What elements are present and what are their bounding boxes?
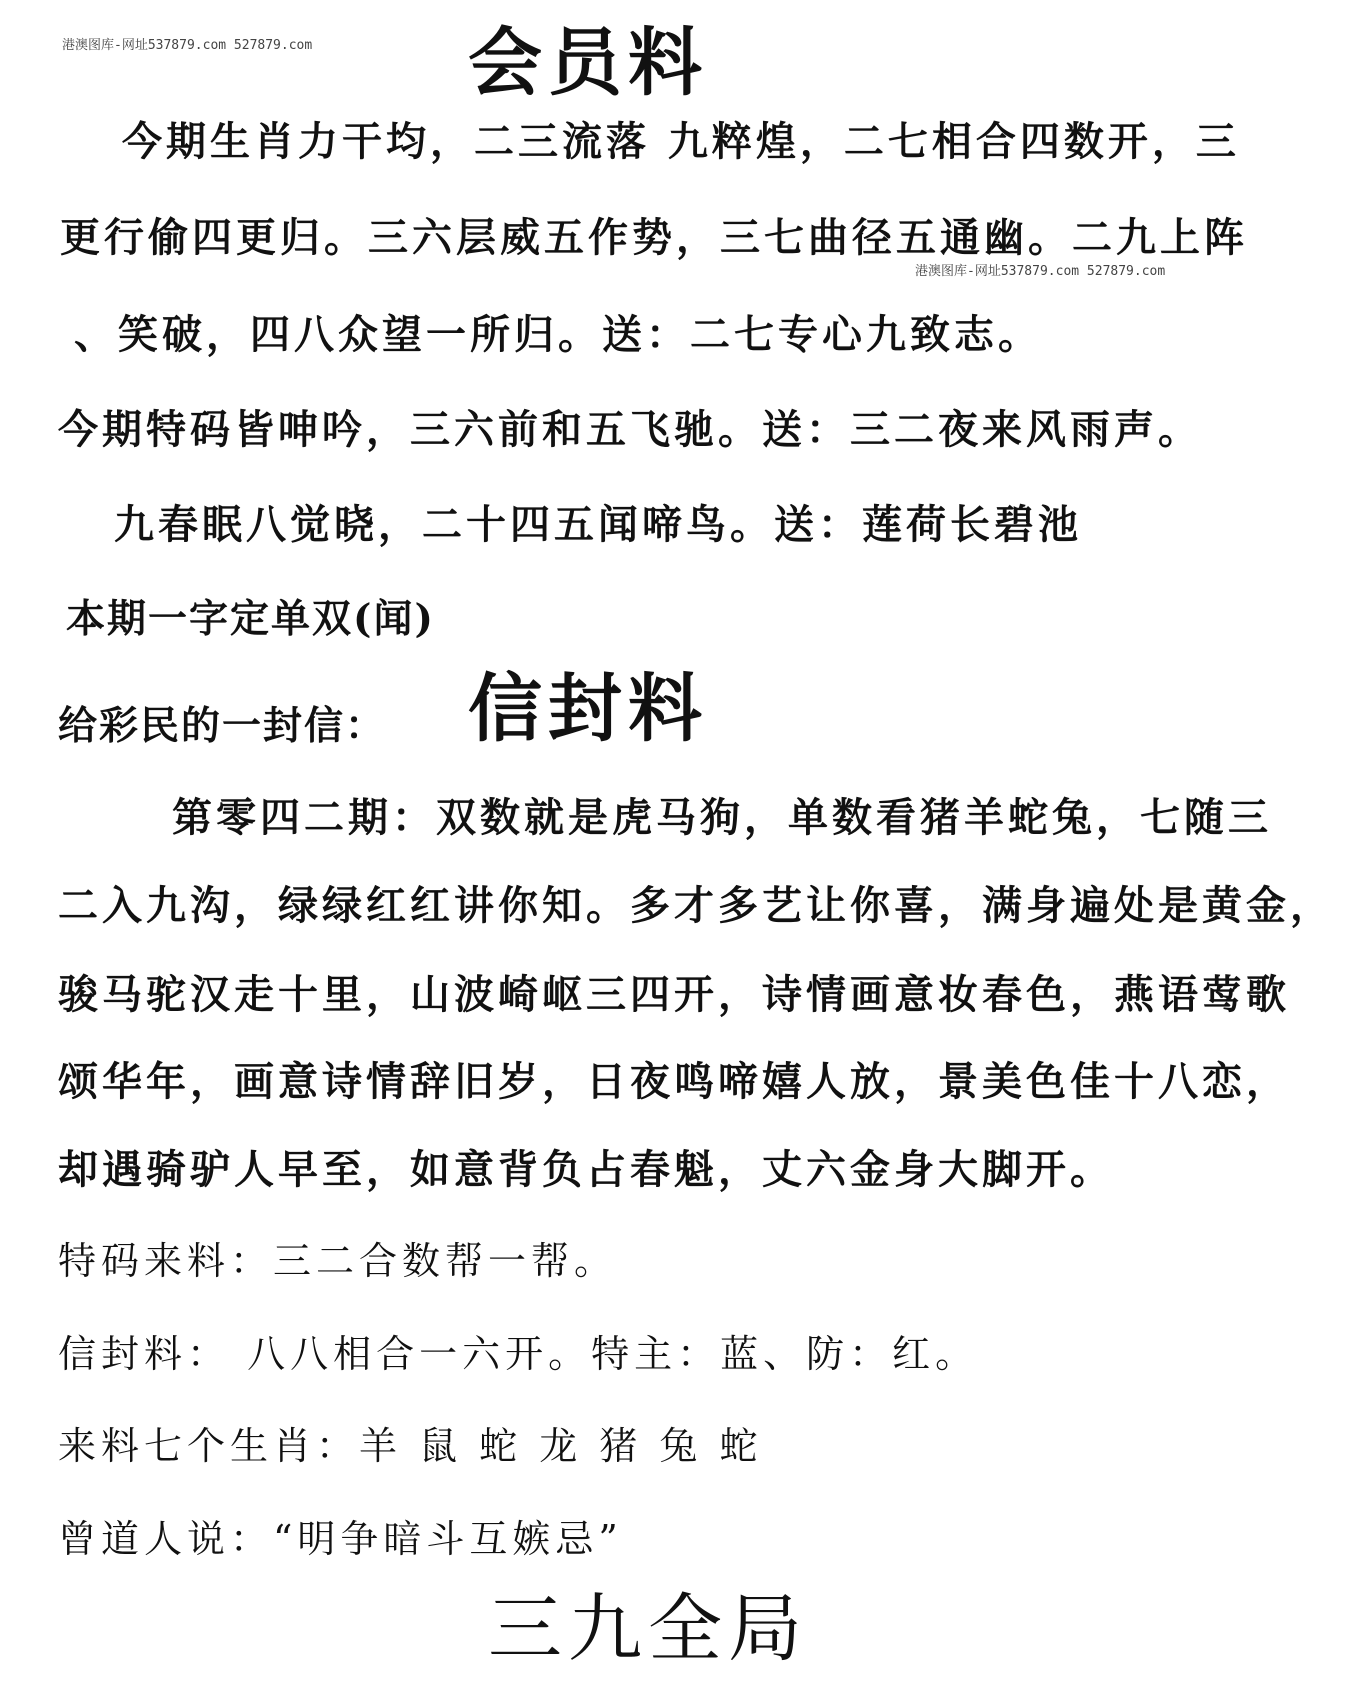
envelope-paragraph-line-3: 骏马驼汉走十里，山波崎岖三四开，诗情画意妆春色，燕语莺歌 (58, 971, 1290, 1018)
envelope-paragraph-line-1: 第零四二期：双数就是虎马狗，单数看猪羊蛇兔，七随三 (172, 794, 1272, 841)
member-line-3: 、笑破，四八众望一所归。送：二七专心九致志。 (74, 311, 1042, 358)
member-line-2: 更行偷四更归。三六层威五作势，三七曲径五通幽。二九上阵 (60, 214, 1248, 261)
member-section-title: 会员料 (468, 20, 708, 106)
watermark-top: 港澳图库-网址537879.com 527879.com (62, 38, 313, 53)
bottom-heading: 三九全局 (488, 1586, 808, 1672)
quote-line: 曾道人说：“明争暗斗互嫉忌” (58, 1517, 623, 1561)
watermark-middle: 港澳图库-网址537879.com 527879.com (915, 264, 1166, 279)
envelope-section-title: 信封料 (468, 666, 708, 752)
member-line-4: 今期特码皆呻吟，三六前和五飞驰。送：三二夜来风雨声。 (58, 406, 1202, 453)
envelope-note-line: 信封料： 八八相合一六开。特主：蓝、防：红。 (58, 1332, 979, 1376)
envelope-intro: 给彩民的一封信： (58, 703, 387, 749)
envelope-paragraph-line-2: 二入九沟，绿绿红红讲你知。多才多艺让你喜，满身遍处是黄金， (58, 882, 1334, 929)
special-code-line: 特码来料：三二合数帮一帮。 (58, 1239, 618, 1283)
envelope-paragraph-line-4: 颂华年，画意诗情辞旧岁，日夜鸣啼嬉人放，景美色佳十八恋， (58, 1058, 1290, 1105)
member-line-5: 九春眠八觉晓，二十四五闻啼鸟。送：莲荷长碧池 (114, 501, 1082, 548)
zodiac-list-line: 来料七个生肖：羊 鼠 蛇 龙 猪 兔 蛇 (58, 1424, 763, 1468)
envelope-paragraph-line-5: 却遇骑驴人早至，如意背负占春魁，丈六金身大脚开。 (58, 1146, 1114, 1193)
member-line-1: 今期生肖力干均，二三流落 九粹煌，二七相合四数开，三 (122, 118, 1240, 165)
member-line-6: 本期一字定单双(闻) (66, 596, 435, 642)
